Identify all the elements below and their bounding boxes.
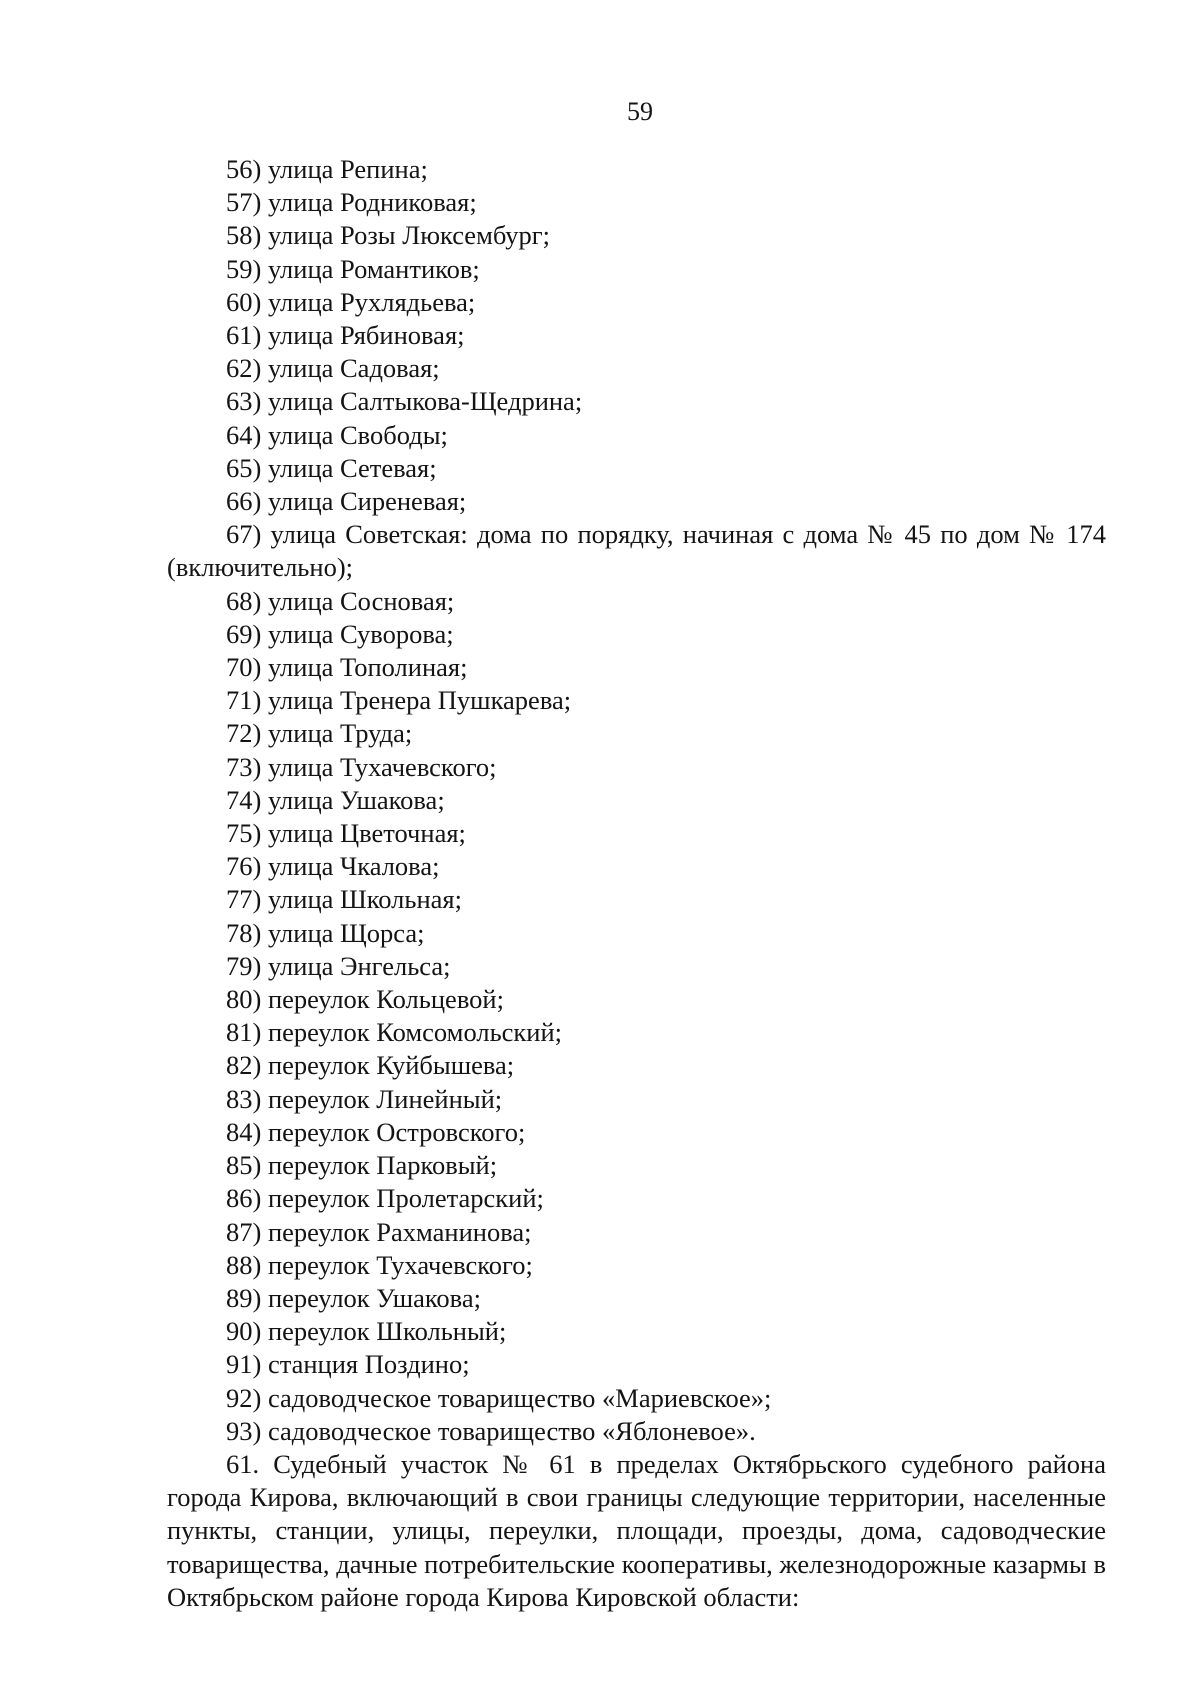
list-item: 68) улица Сосновая; [226,585,455,616]
list-item: 71) улица Тренера Пушкарева; [226,685,572,716]
list-item: 88) переулок Тухачевского; [226,1249,533,1280]
list-item: 79) улица Энгельса; [226,950,451,981]
list-item: 89) переулок Ушакова; [226,1282,481,1313]
list-item: 82) переулок Куйбышева; [226,1050,515,1081]
list-item: 73) улица Тухачевского; [226,751,497,782]
list-item: 74) улица Ушакова; [226,784,445,815]
list-item: 61) улица Рябиновая; [226,320,465,351]
page-number: 59 [627,97,653,126]
list-item: 57) улица Родниковая; [226,187,477,218]
list-item: 93) садоводческое товарищество «Яблоневое». [226,1415,756,1446]
list-item: 76) улица Чкалова; [226,851,440,882]
list-item-wrapped: 67) улица Советская: дома по порядку, начиная с дома № 45 по дом № 174 (включительно); [167,519,1106,583]
list-item: 65) улица Сетевая; [226,452,437,483]
list-item: 91) станция Поздино; [226,1349,470,1380]
list-item: 85) переулок Парковый; [226,1150,498,1181]
list-item: 70) улица Тополиная; [226,652,468,683]
list-item: 84) переулок Островского; [226,1116,526,1147]
list-item: 86) переулок Пролетарский; [226,1183,544,1214]
list-item: 78) улица Щорса; [226,917,425,948]
list-item: 62) улица Садовая; [226,353,440,384]
list-item: 87) переулок Рахманинова; [226,1216,532,1247]
list-item: 83) переулок Линейный; [226,1083,503,1114]
list-item: 66) улица Сиреневая; [226,486,467,517]
list-item: 77) улица Школьная; [226,884,462,915]
list-item: 90) переулок Школьный; [226,1316,507,1347]
list-item: 81) переулок Комсомольский; [226,1017,563,1048]
list-item: 69) улица Суворова; [226,618,454,649]
list-item: 80) переулок Кольцевой; [226,984,504,1015]
list-item: 64) улица Свободы; [226,419,448,450]
section-paragraph: 61. Судебный участок № 61 в пределах Октябрьского судебного района города Кирова, включающий в свои границы следующие территории, населенные пункты, станции, улицы, переулки, площади, проезды, дома, садоводческие товарищества, дачные потребительские кооперативы, железнодорожные казармы в Октябрьском районе города Кирова Кировской области: [167,1448,1106,1612]
document-body [167,153,1106,1614]
list-item: 60) улица Рухлядьева; [226,286,476,317]
list-item: 75) улица Цветочная; [226,818,466,849]
list-item: 59) улица Романтиков; [226,253,480,284]
list-item: 92) садоводческое товарищество «Мариевское»; [226,1382,772,1413]
list-item: 63) улица Салтыкова-Щедрина; [226,386,583,417]
list-item: 56) улица Репина; [226,154,428,184]
list-item: 72) улица Труда; [226,718,413,749]
list-item: 58) улица Розы Люксембург; [226,220,551,251]
